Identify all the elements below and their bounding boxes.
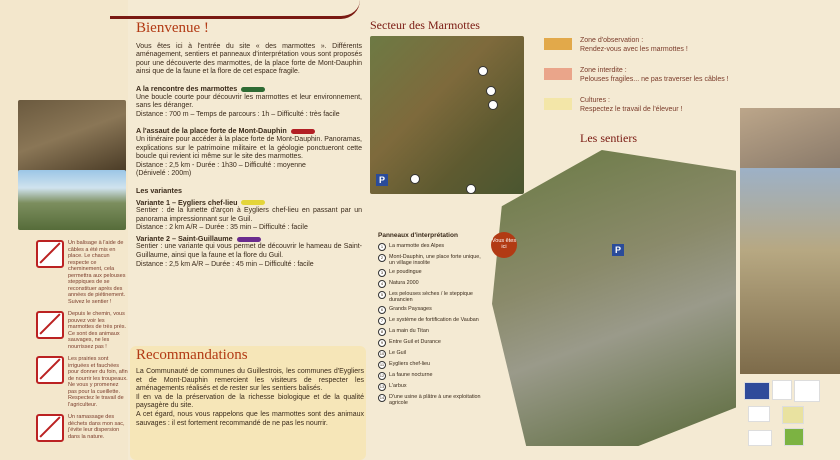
list-item: 5 Les pelouses sèches / le steppique durancien [378,291,488,303]
map-marker [486,86,496,96]
variants-title: Les variantes [136,185,182,195]
list-item: 4 Natura 2000 [378,280,488,288]
secteur-map [370,36,524,194]
rule-item: Depuis le chemin, vous pouvez voir les marmottes de très près. Ce sont des animaux sauvages, ne les nourrissez pas ! [36,311,128,350]
list-item: 8 La main du Titan [378,328,488,336]
partner-logo [794,380,820,402]
map-marker [478,66,488,76]
partner-logo [784,428,804,446]
green-route-icon [241,87,265,92]
you-are-here-pin: Vous êtes ici [491,232,517,258]
rule-item: Un ramassage des déchets dans mon sac, j'évite leur dispersion dans la nature. [36,414,128,442]
landscape-photo [18,170,126,230]
no-feeding-icon [36,311,64,339]
map-legend [544,36,744,126]
list-item: 12 La faune nocturne [379,372,433,378]
route-title: A la rencontre des marmottes [136,85,362,94]
recommendations-title: Recommandations [136,347,248,363]
variant-title: Variante 1 – Eygliers chef-lieu [136,199,362,208]
partner-logo [782,406,804,424]
map-marker [410,174,420,184]
welcome-intro: Vous êtes ici à l'entrée du site « des marmottes ». Différents aménagement, sentiers et panneaux d'interprétation vous sont proposés pour une découverte des marmottes, de la place forte de Mont-Dauphin ainsi que de la faune et la flore de cet espace fragile. [136,42,362,76]
no-litter-icon [36,414,64,442]
partner-logos [742,378,840,460]
legend-item: Zone d'observation : Rendez-vous avec les marmottes ! [544,36,744,54]
list-item: 2 Mont-Dauphin, une place forte unique, un village insolite [378,254,488,266]
list-item: 10 Le Guil [379,350,407,356]
rules-panel [36,240,128,448]
purple-route-icon [237,237,261,242]
parking-icon: P [376,174,388,186]
list-item: 11 Eygliers chef-lieu [379,361,431,367]
observation-zone-swatch [544,38,572,50]
forbidden-zone-swatch [544,68,572,80]
sentiers-map [492,150,736,446]
no-picking-icon [36,356,64,384]
variant-title: Variante 2 – Saint-Guillaume [136,235,362,244]
welcome-title: Bienvenue ! [136,20,209,36]
list-item: 6 Grands Paysages [378,306,488,314]
red-route-icon [291,129,315,134]
map-marker [466,184,476,194]
route-title: A l'assaut de la place forte de Mont-Dauphin [136,127,362,136]
sentiers-title: Les sentiers [580,131,637,145]
list-item: 1 La marmotte des Alpes [378,243,488,251]
rule-item: Les prairies sont irriguées et fauchées pour donner du foin, afin de nourrir les troupeaux. Ne vous y promenez pas pour la cueillette. Respectez le travail de l'agriculteur. [36,356,128,408]
no-trampling-icon [36,240,64,268]
list-item: 3 Le poudingue [378,269,488,277]
secteur-title: Secteur des Marmottes [370,18,480,32]
rule-item: Un balisage à l'aide de câbles a été mis en place. Le chacun respecte ce cheminement, cela permettra aux pelouses steppiques de se reconstituer après des années de piétinement. Suivez le sentier ! [36,240,128,305]
list-item: 13 L'arbux [379,383,407,389]
eu-flag-logo [744,382,770,400]
parking-icon: P [612,244,624,256]
flora-photo [740,108,840,168]
partner-logo [748,406,770,422]
legend-item: Zone interdite : Pelouses fragiles... ne pas traverser les câbles ! [544,66,744,84]
cliff-photo [740,168,840,374]
republique-logo [748,430,772,446]
map-marker [488,100,498,110]
right-photos [740,108,840,374]
list-item: 14 D'une usine à plâtre à une exploitation agricole [379,394,481,406]
welcome-column: Bienvenue ! Vous êtes ici à l'entrée du site « des marmottes ». Différents aménagement, sentiers et panneaux d'interprétation vous sont proposés pour une découverte des marmottes, de la place forte de Mont-Dauphin ainsi que de la faune et la flore de cet espace fragile. A la rencontre des marmottes Une boucle courte pour découvrir les marmottes et leur environnement, sans les déranger. Distance : 700 m – Temps de parcours : 1h – Difficulté : très facile A l'assaut de la place forte de Mont-Dauphin Un itinéraire pour accéder à la place forte de Mont-Dauphin. Panoramas, explications sur le patrimoine militaire et la géologie ponctueront cette boucle qui revient ici même sur le site des marmottes. Distance : 2,5 km - Durée : 1h30 – Difficulté : moyenne (Dénivelé : 200m) Les variantes Variante 1 – Eygliers chef-lieu Sentier : de la lunette d'arçon à Eygliers chef-lieu en passant par un panorama impressionnant sur le Guil. Distance : 2 km A/R – Durée : 35 min – Difficulté : facile Variante 2 – Saint-Guillaume Sentier : une variante qui vous permet de découvrir le hameau de Saint-Guillaume, ainsi que la faune et la flore du Guil. Distance : 2,5 km A/R – Durée : 45 min – Difficulté : facile [136,20,362,268]
list-item: 7 Le système de fortification de Vauban [378,317,488,325]
panels-list [378,232,488,409]
recommendations-panel: Recommandations La Communauté de communes du Guillestrois, les communes d'Eygliers et de Mont-Dauphin remercient les visiteurs de respecter les aménagements réalisés et de rester sur les sentiers balisés. Il en va de la préservation de la richesse biologique et de la qualité paysagère du site. A cet égard, nous vous rappelons que les marmottes sont des animaux sauvages : il est fortement recommandé de ne pas les nourrir. [136,347,364,427]
legend-item: Cultures : Respectez le travail de l'éleveur ! [544,96,744,114]
panels-title: Panneaux d'interprétation [378,232,458,239]
crops-swatch [544,98,572,110]
list-item: 9 Entre Guil et Durance [378,339,488,347]
yellow-route-icon [241,200,265,205]
partner-logo [772,380,792,400]
top-ornament [110,0,360,19]
